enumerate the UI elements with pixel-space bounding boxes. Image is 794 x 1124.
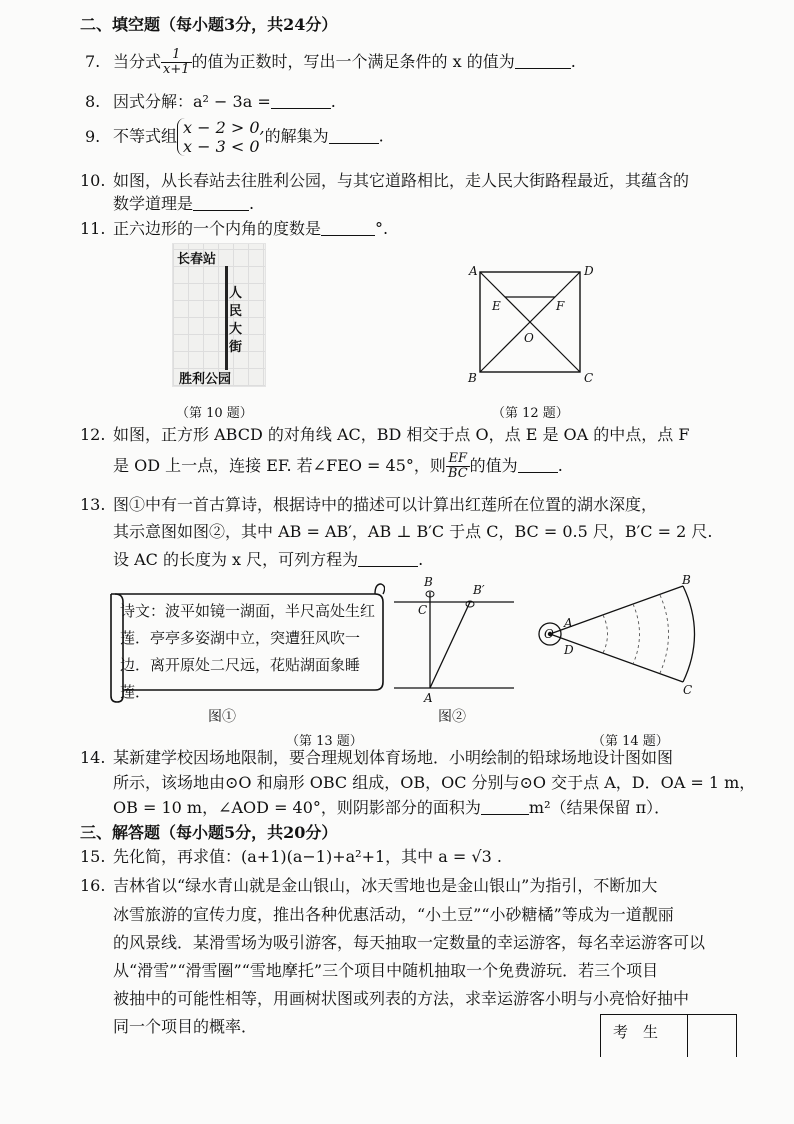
label-a: A [469,264,478,278]
q16-line-5: 被抽中的可能性相等，用画树状图或列表的方法，求幸运游客小明与小亮恰好抽中 [113,989,690,1008]
q12-frac-num: EF [446,452,470,467]
figure-14-sector [528,574,698,698]
section2-title: 二、填空题（每小题3分，共24分） [80,15,338,34]
question-15 [80,846,502,868]
q16-line-6: 同一个项目的概率． [113,1017,258,1036]
street-line [225,266,228,370]
q9-end: . [378,126,384,146]
question-8 [85,91,336,113]
q12-line2-pre: 是 OD 上一点，连接 EF. 若∠FEO = 45°，则 [113,456,446,475]
candidate-box-label-cell [601,1015,688,1057]
q16-line-4: 从“滑雪”“滑雪圈”“雪地摩托”三个项目中随机抽取一个免费游玩．若三个项目 [113,961,659,980]
q15-number: 15. [80,847,106,866]
q14-line1: 某新建学校因场地限制，要合理规划体育场地．小明绘制的铅球场地设计图如图 [113,748,674,767]
figure-13-geometry [390,574,520,708]
figure-13-label-1: 图① [208,709,236,725]
question-9 [85,118,384,156]
section3-title: 三、解答题（每小题5分，共20分） [80,823,338,842]
q12-end: . [557,456,563,475]
question-14-line2: 所示，该场地由⊙O 和扇形 OBC 组成，OB，OC 分别与⊙O 交于点 A，D．OA = 1 m， [113,773,756,792]
radius-oc [550,634,683,682]
figure-12-caption: （第 12 题） [492,406,569,421]
q7-end: . [570,52,576,71]
q12-line2-post: 的值为 [469,456,518,475]
map-street-char-3: 大 [229,322,243,337]
candidate-box [600,1014,737,1057]
q7-answer-blank[interactable] [515,52,571,69]
question-13 [80,494,657,516]
q16-line-3: 的风景线．某滑雪场为吸引游客，每天抽取一定数量的幸运游客，每名幸运游客可以 [113,933,706,952]
q11-text: 正六边形的一个内角的度数是 [113,219,322,238]
question-7 [85,48,576,77]
segment-ab-prime [430,602,470,688]
figure-13-label-2: 图② [438,709,466,725]
q14-answer-blank[interactable] [481,798,529,815]
map-street-char-4: 街 [229,340,243,355]
label-a: A [564,616,573,630]
label-c: C [683,683,693,697]
figure-12-square [460,262,600,388]
figure-13-poem: 诗文：波平如镜一湖面，半尺高处生红莲．亭亭多姿湖中立，突遭狂风吹一边．离开原处二尺远，花贴湖面象睡莲． [120,602,376,701]
q9-answer-blank[interactable] [329,127,379,144]
label-c: C [584,371,594,385]
arc-bc [683,586,695,682]
q16-line-2: 冰雪旅游的宣传力度，推出各种优惠活动，“小土豆”“小砂糖橘”等成为一道靓丽 [113,905,674,924]
label-c: C [418,603,428,617]
label-d: D [584,264,594,278]
q9-ineq-1: x − 2 > 0, [183,118,265,137]
inner-arc-2 [633,604,640,664]
label-d: D [564,643,574,657]
q13-line1: 图①中有一首古算诗，根据诗中的描述可以计算出红莲所在位置的湖水深度， [113,495,658,514]
label-b: B [682,574,691,587]
question-12-line2 [113,452,563,481]
q11-answer-blank[interactable] [321,219,375,236]
figure-10-caption: （第 10 题） [176,406,253,421]
label-e: E [492,299,501,313]
label-o: O [524,331,534,345]
q12-answer-blank[interactable] [518,456,558,473]
q9-number: 9. [85,126,101,146]
question-12 [80,424,690,446]
q13-number: 13. [80,495,106,514]
question-14 [80,747,673,769]
figure-13-caption: （第 13 题） [286,734,363,749]
inner-arc-1 [603,615,608,653]
map-label-changchun-station: 长春站 [177,252,217,267]
q8-end: . [330,92,336,111]
q10-answer-blank[interactable] [193,194,249,211]
q12-fraction [446,452,470,481]
q9-post: 的解集为 [264,126,329,146]
q7-frac-num: 1 [161,48,192,63]
label-a: A [424,691,433,705]
q12-line1: 如图，正方形 ABCD 的对角线 AC，BD 相交于点 O，点 E 是 OA 的中点，点 F [113,425,690,444]
label-b: B [424,575,433,589]
q10-number: 10. [80,171,106,190]
q12-frac-den: BC [447,466,468,481]
q10-end: . [249,194,255,213]
q13-end: . [418,550,424,569]
q8-number: 8. [85,92,101,111]
q11-end: °. [375,219,389,238]
q14-line3-end: m²（结果保留 π）． [528,798,671,817]
q10-line2: 数学道理是 [113,194,194,213]
figure-14-caption: （第 14 题） [592,734,669,749]
q8-text: 因式分解：a² − 3a = [113,92,271,111]
q8-answer-blank[interactable] [271,92,331,109]
q13-answer-blank[interactable] [358,550,418,567]
q14-line3: OB = 10 m，∠AOD = 40°，则阴影部分的面积为 [113,798,481,817]
inner-arc-3 [660,595,669,673]
map-street-char-1: 人 [229,286,243,301]
q13-line3: 设 AC 的长度为 x 尺，可列方程为 [113,550,359,569]
figure-10-map [172,243,266,387]
question-10-line2 [113,193,254,215]
q11-number: 11. [80,219,106,238]
q7-fraction [161,48,192,77]
q7-number: 7. [85,52,101,71]
label-o: O [544,627,554,641]
question-10 [80,170,689,192]
q10-line1: 如图，从长春站去往胜利公园，与其它道路相比，走人民大街路程最近，其蕴含的 [113,171,690,190]
q9-ineq-2: x − 3 < 0 [183,137,260,156]
q16-number: 16. [80,876,106,895]
label-f: F [556,299,565,313]
question-14-line3 [113,797,670,819]
q12-number: 12. [80,425,106,444]
label-b: B [468,371,477,385]
label-b-prime: B′ [473,583,485,597]
q9-inequality-system [177,118,265,156]
question-16 [80,875,657,897]
candidate-box-text: 考 生 [613,1023,659,1041]
question-13-line3 [113,549,423,571]
q7-frac-den: x+1 [163,62,190,77]
q7-pre: 当分式 [113,52,162,71]
question-13-line2: 其示意图如图②，其中 AB = AB′，AB ⊥ B′C 于点 C，BC = 0.5 尺，B′C = 2 尺. [113,522,713,541]
q9-pre: 不等式组 [113,126,178,146]
q7-post: 的值为正数时，写出一个满足条件的 x 的值为 [191,52,515,71]
map-street-char-2: 民 [229,304,243,319]
question-11 [80,218,388,240]
q14-number: 14. [80,748,106,767]
q16-line-1: 吉林省以“绿水青山就是金山银山，冰天雪地也是金山银山”为指引，不断加大 [113,876,658,895]
q15-text: 先化简，再求值：(a+1)(a−1)+a²+1，其中 a = √3 . [113,847,502,866]
map-label-shengli-park: 胜利公园 [179,372,232,387]
